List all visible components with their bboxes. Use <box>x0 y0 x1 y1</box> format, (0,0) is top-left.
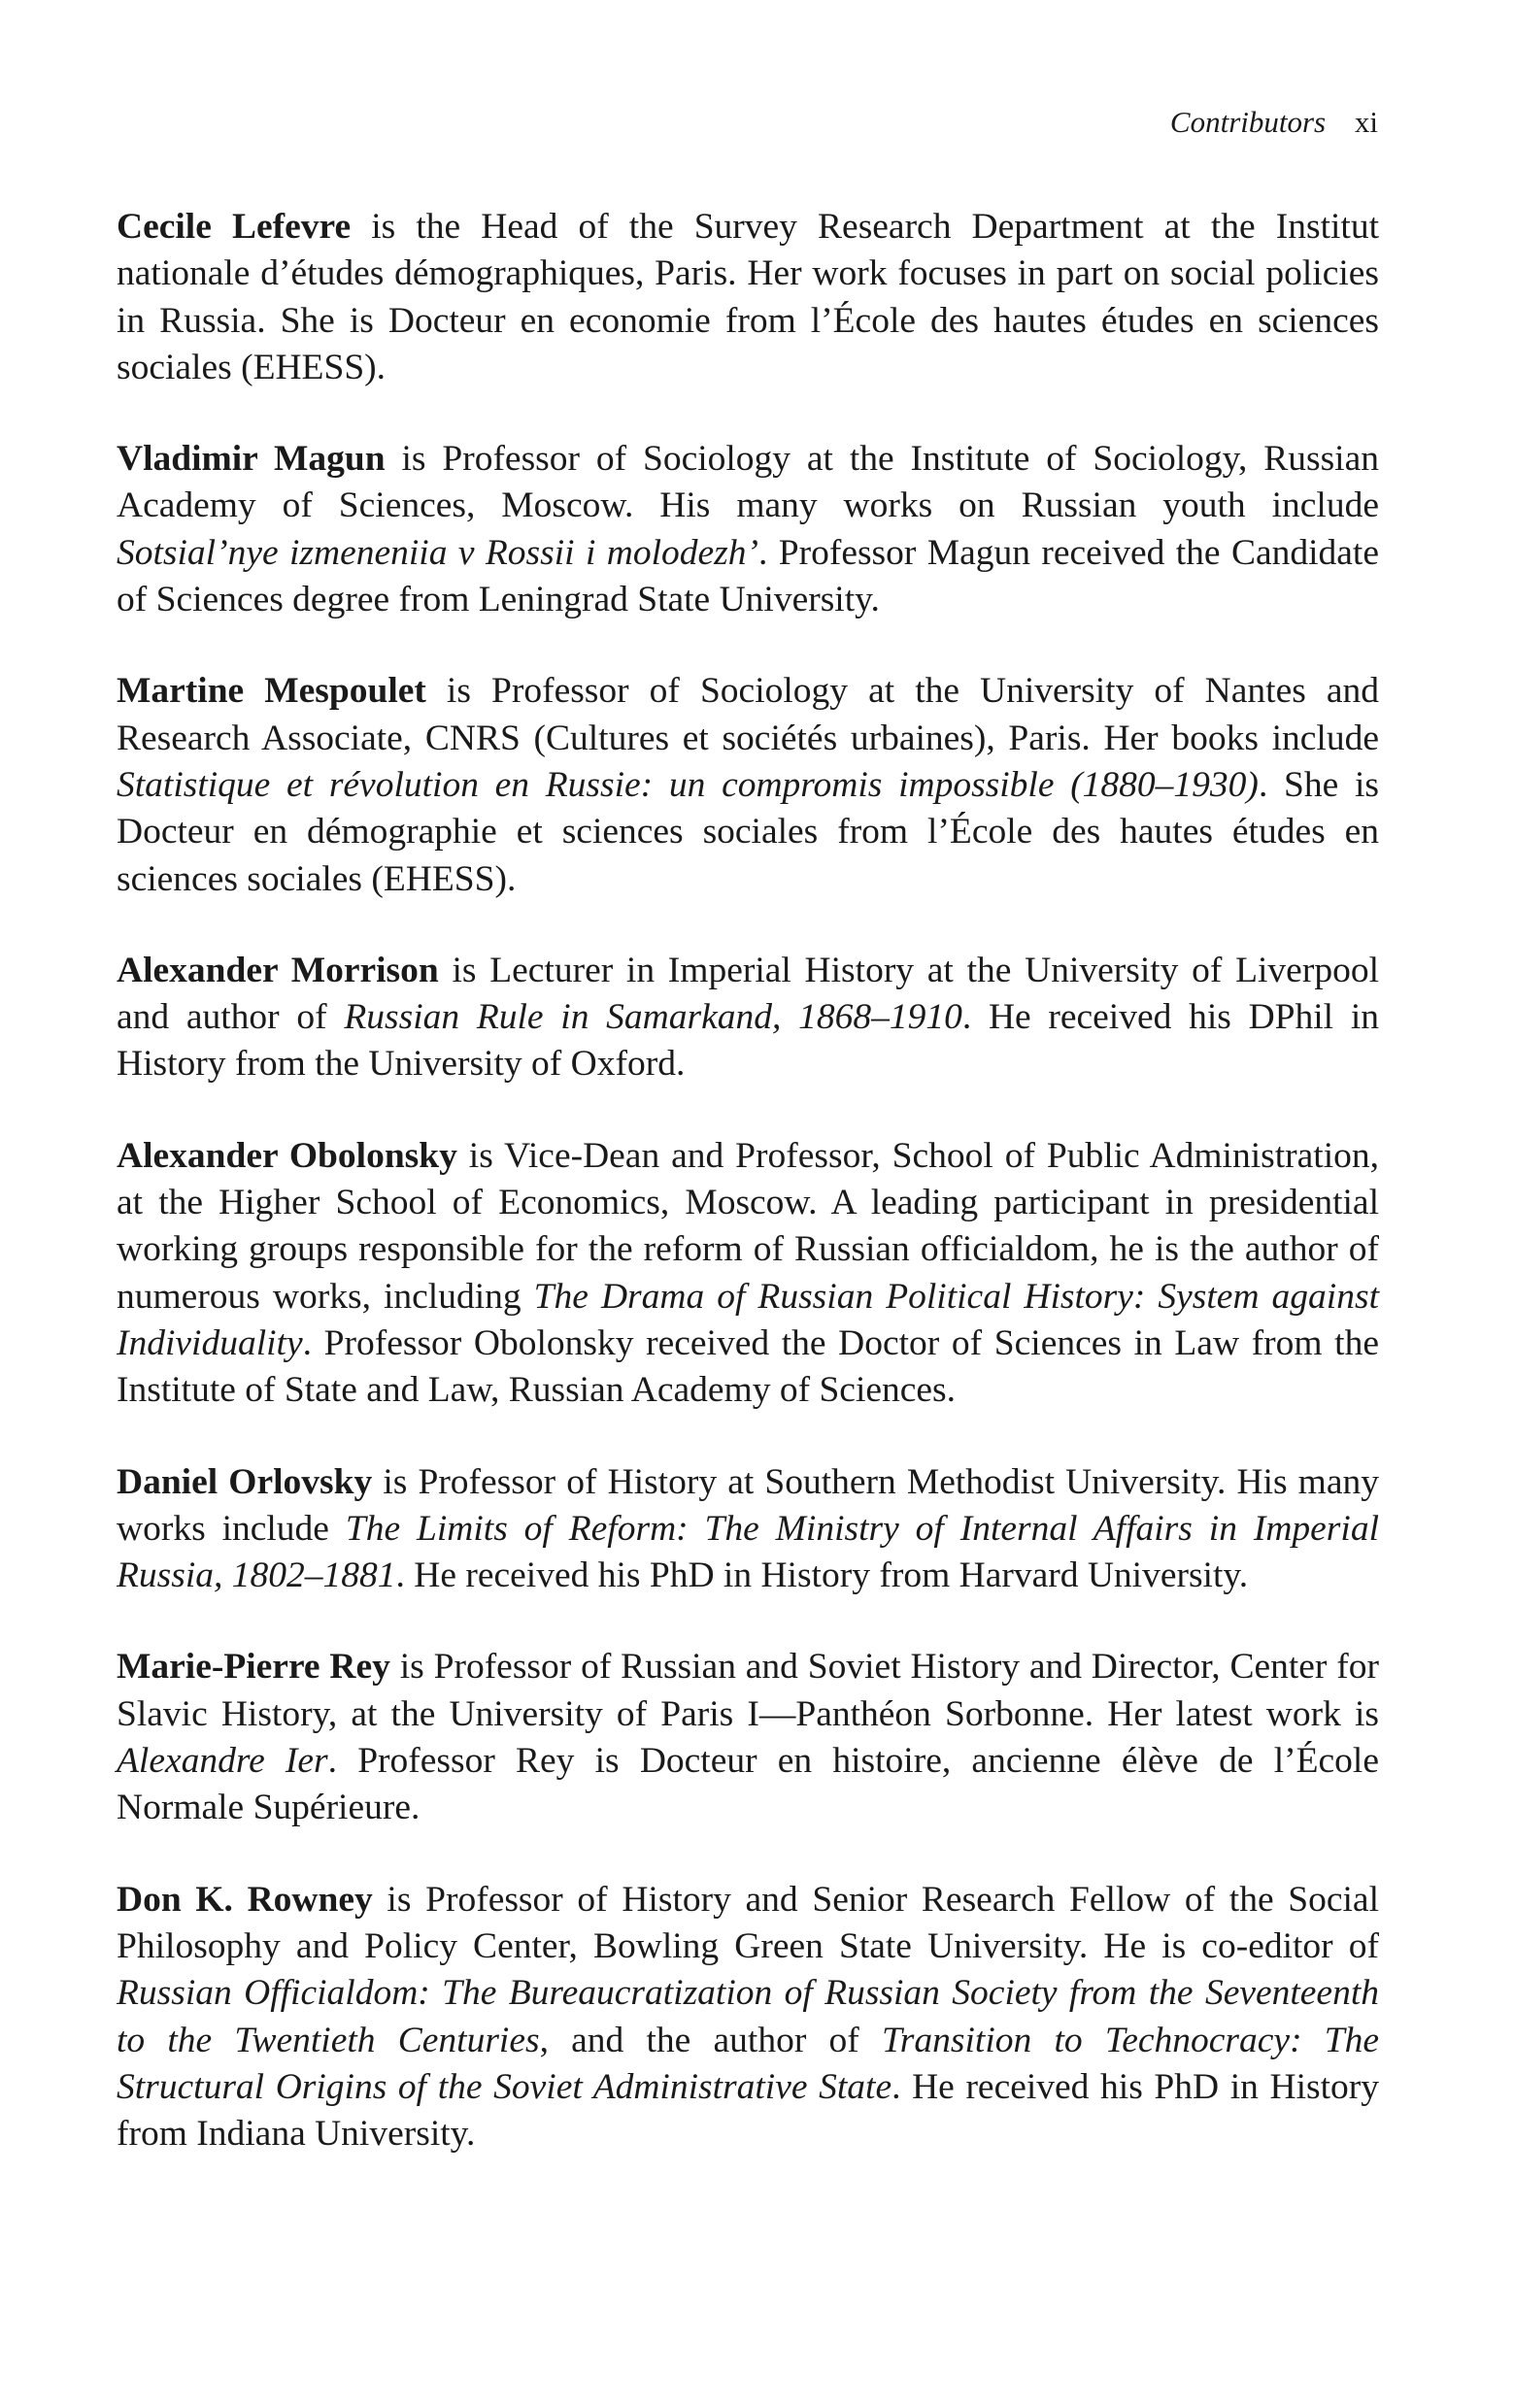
running-header <box>1170 105 1378 140</box>
contributor-name: Cecile Lefevre <box>117 207 352 247</box>
contributor-entry-don-k-rowney <box>117 1877 1379 2158</box>
contributor-entry-daniel-orlovsky <box>117 1459 1379 1600</box>
contributor-entry-alexander-morrison <box>117 948 1379 1088</box>
bio-text: is Professor of History at Southern Methodist University. His many works include <box>117 1461 1379 1549</box>
contributor-entry-vladimir-magun <box>117 436 1379 623</box>
contributors-list <box>117 204 1379 2202</box>
section-title: Contributors <box>1169 105 1327 139</box>
contributor-entry-cecile-lefevre <box>117 204 1379 391</box>
contributor-entry-marie-pierre-rey <box>117 1644 1379 1831</box>
bio-text: is Professor of Russian and Soviet History and Director, Center for Slavic History, at the University of Paris I—Panthéon Sorbonne. Her latest work is <box>117 1647 1379 1734</box>
bio-text: is Lecturer in Imperial History at the University of Liverpool and author of <box>117 950 1379 1038</box>
bio-text: , and the author of <box>539 2020 883 2060</box>
work-title: Alexandre Ier <box>117 1741 328 1782</box>
bio-text: is Professor of Sociology at the University of Nantes and Research Associate, CNRS (Cultures et sociétés urbaines), Paris. Her books include <box>117 671 1379 758</box>
bio-text: . He received his PhD in History from Indiana University. <box>117 2066 1379 2155</box>
contributor-name: Daniel Orlovsky <box>117 1461 373 1502</box>
bio-text: . Professor Rey is Docteur en histoire, ancienne élève de l’École Normale Supérieure. <box>117 1741 1379 1828</box>
work-title: Sotsial’nye izmeneniia v Rossii i molodezh’ <box>117 532 758 573</box>
bio-text: . He received his DPhil in History from the University of Oxford. <box>117 997 1379 1085</box>
bio-text: . Professor Obolonsky received the Doctor of Sciences in Law from the Institute of State and Law, Russian Academy of Sciences. <box>117 1322 1379 1411</box>
contributor-name: Marie-Pierre Rey <box>117 1647 390 1688</box>
bio-text: . She is Docteur en démographie et sciences sociales from l’École des hautes études en sciences sociales (EHESS). <box>117 764 1379 899</box>
contributor-name: Martine Mespoulet <box>117 671 426 712</box>
page-number: xi <box>1354 105 1378 139</box>
contributor-name: Don K. Rowney <box>117 1879 373 1920</box>
contributor-entry-alexander-obolonsky <box>117 1133 1379 1415</box>
bio-text: is Professor of History and Senior Research Fellow of the Social Philosophy and Policy Center, Bowling Green State University. He is co-editor of <box>117 1879 1379 1966</box>
work-title: Russian Rule in Samarkand, 1868–1910 <box>344 997 962 1038</box>
work-title: The Limits of Reform: The Ministry of Internal Affairs in Imperial Russia, 1802–1881 <box>117 1508 1379 1596</box>
bio-text: . Professor Magun received the Candidate of Sciences degree from Leningrad State University. <box>117 532 1379 620</box>
contributor-name: Alexander Morrison <box>117 950 439 990</box>
work-title: Russian Officialdom: The Bureaucratization of Russian Society from the Seventeenth to the Twentieth Centuries <box>117 1973 1379 2060</box>
work-title: The Drama of Russian Political History: System against Individuality <box>117 1276 1379 1363</box>
bio-text: is the Head of the Survey Research Department at the Institut nationale d’études démographiques, Paris. Her work focuses in part on social policies in Russia. She is Docteur en economie from l’École des hautes études en sciences sociales (EHESS). <box>117 207 1379 387</box>
contributor-name: Alexander Obolonsky <box>117 1135 457 1176</box>
bio-text: . He received his PhD in History from Harvard University. <box>395 1555 1249 1596</box>
bio-text: is Professor of Sociology at the Institute of Sociology, Russian Academy of Sciences, Moscow. His many works on Russian youth include <box>117 439 1379 526</box>
contributor-entry-martine-mespoulet <box>117 668 1379 902</box>
bio-text: is Vice-Dean and Professor, School of Public Administration, at the Higher School of Economics, Moscow. A leading participant in presidential working groups responsible for the reform of Russian officialdom, he is the author of numerous works, including <box>117 1135 1379 1317</box>
contributor-name: Vladimir Magun <box>117 439 386 480</box>
work-title: Statistique et révolution en Russie: un compromis impossible (1880–1930) <box>117 764 1259 805</box>
work-title: Transition to Technocracy: The Structural Origins of the Soviet Administrative State <box>117 2020 1380 2107</box>
